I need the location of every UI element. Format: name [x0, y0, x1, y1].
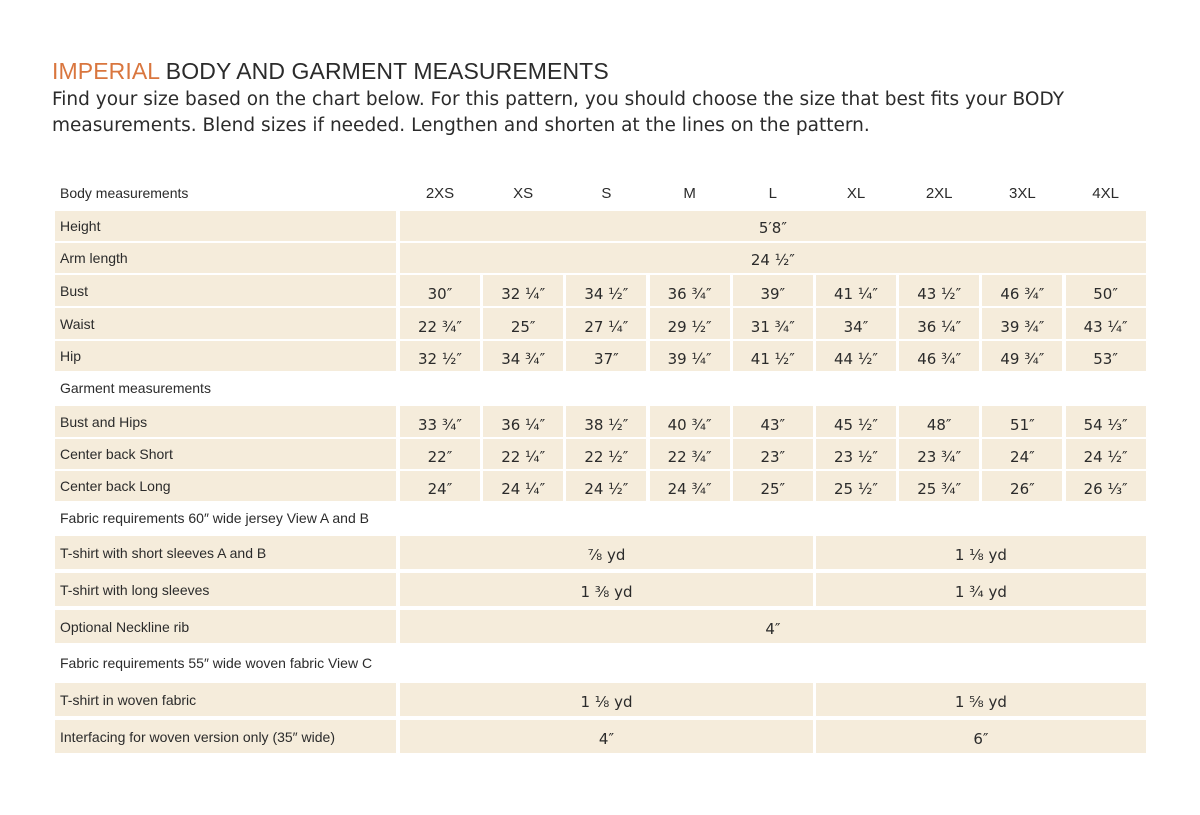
measurement-cell: 50″	[1066, 275, 1146, 306]
measurement-cell: 44 ½″	[816, 341, 896, 371]
size-header-m: M	[683, 184, 696, 202]
measurement-cell: 41 ½″	[733, 341, 813, 371]
group-value-large: 1 ⅛ yd	[816, 536, 1146, 569]
measurement-cell: 23″	[733, 439, 813, 469]
measurement-cell: 49 ¾″	[982, 341, 1062, 371]
measurement-cell: 23 ¾″	[899, 439, 979, 469]
row-label: Center back Short	[55, 439, 396, 469]
measurement-cell: 25 ¾″	[899, 471, 979, 501]
spanned-value: 24 ½″	[400, 243, 1146, 273]
measurement-cell: 24 ¼″	[483, 471, 563, 501]
measurement-cell: 38 ½″	[566, 406, 646, 437]
measurement-cell: 34″	[816, 308, 896, 339]
measurement-cell: 25″	[483, 308, 563, 339]
measurement-cell: 24″	[400, 471, 480, 501]
group-value-small: 1 ⅛ yd	[400, 683, 813, 716]
measurement-cell: 41 ¼″	[816, 275, 896, 306]
row-label: Bust	[55, 275, 396, 306]
group-value-large: 1 ⅝ yd	[816, 683, 1146, 716]
measurement-cell: 22 ½″	[566, 439, 646, 469]
size-header-s: S	[601, 184, 612, 202]
section-heading: Garment measurements	[60, 380, 211, 396]
measurement-cell: 45 ½″	[816, 406, 896, 437]
measurement-cell: 48″	[899, 406, 979, 437]
measurement-cell: 25 ½″	[816, 471, 896, 501]
measurement-cell: 39 ¼″	[650, 341, 730, 371]
measurement-cell: 53″	[1066, 341, 1146, 371]
measurement-cell: 34 ¾″	[483, 341, 563, 371]
group-value-small: ⅞ yd	[400, 536, 813, 569]
spanned-value: 5′8″	[400, 211, 1146, 241]
measurement-cell: 26″	[982, 471, 1062, 501]
measurement-cell: 34 ½″	[566, 275, 646, 306]
measurement-cell: 22″	[400, 439, 480, 469]
measurement-cell: 22 ¼″	[483, 439, 563, 469]
group-value-large: 6″	[816, 720, 1146, 753]
measurement-cell: 39″	[733, 275, 813, 306]
size-header-2xs: 2XS	[425, 184, 455, 202]
row-label: Arm length	[55, 243, 396, 273]
section-heading: Fabric requirements 55″ wide woven fabric View C	[60, 654, 373, 671]
row-label: T-shirt in woven fabric	[55, 683, 396, 716]
measurement-cell: 24″	[982, 439, 1062, 469]
row-label: T-shirt with long sleeves	[55, 573, 396, 606]
measurement-cell: 24 ½″	[566, 471, 646, 501]
measurement-cell: 32 ¼″	[483, 275, 563, 306]
size-header-4xl: 4XL	[1092, 184, 1119, 202]
spanned-value: 4″	[400, 610, 1146, 643]
measurement-cell: 51″	[982, 406, 1062, 437]
measurement-cell: 30″	[400, 275, 480, 306]
measurement-cell: 36 ¼″	[899, 308, 979, 339]
measurement-cell: 54 ⅓″	[1066, 406, 1146, 437]
group-value-large: 1 ¾ yd	[816, 573, 1146, 606]
intro-text: Find your size based on the chart below. For this pattern, you should choose the size that best fits your BODY measurements. Blend sizes if needed. Lengthen and shorten at the lines on the pattern.	[52, 89, 1064, 136]
measurement-cell: 43″	[733, 406, 813, 437]
measurement-cell: 23 ½″	[816, 439, 896, 469]
measurement-cell: 37″	[566, 341, 646, 371]
measurement-cell: 22 ¾″	[650, 439, 730, 469]
measurement-cell: 24 ¾″	[650, 471, 730, 501]
group-value-small: 1 ⅜ yd	[400, 573, 813, 606]
measurement-cell: 46 ¾″	[982, 275, 1062, 306]
title-rest: BODY AND GARMENT MEASUREMENTS	[159, 58, 609, 84]
size-header-xs: XS	[513, 184, 534, 202]
row-label: Hip	[55, 341, 396, 371]
group-value-small: 4″	[400, 720, 813, 753]
row-label: Optional Neckline rib	[55, 610, 396, 643]
row-label: T-shirt with short sleeves A and B	[55, 536, 396, 569]
measurement-cell: 29 ½″	[650, 308, 730, 339]
measurement-cell: 24 ½″	[1066, 439, 1146, 469]
row-label: Center back Long	[55, 471, 396, 501]
title-accent: IMPERIAL	[52, 58, 160, 84]
header-label: Body measurements	[60, 185, 189, 201]
measurement-cell: 46 ¾″	[899, 341, 979, 371]
measurement-cell: 33 ¾″	[400, 406, 480, 437]
measurement-cell: 26 ⅓″	[1066, 471, 1146, 501]
row-label: Waist	[55, 308, 396, 339]
measurement-cell: 31 ¾″	[733, 308, 813, 339]
measurement-cell: 40 ¾″	[650, 406, 730, 437]
row-label: Height	[55, 211, 396, 241]
measurement-cell: 25″	[733, 471, 813, 501]
size-header-3xl: 3XL	[1009, 184, 1036, 202]
size-header-2xl: 2XL	[925, 184, 953, 202]
measurement-cell: 22 ¾″	[400, 308, 480, 339]
measurement-cell: 36 ¾″	[650, 275, 730, 306]
measurement-table	[55, 0, 1145, 815]
size-header-l: L	[768, 184, 777, 202]
measurement-cell: 39 ¾″	[982, 308, 1062, 339]
row-label: Bust and Hips	[55, 406, 396, 437]
section-heading: Fabric requirements 60″ wide jersey View A and B	[60, 510, 369, 526]
measurement-cell: 32 ½″	[400, 341, 480, 371]
size-header-xl: XL	[846, 184, 866, 202]
row-label: Interfacing for woven version only (35″ wide)	[55, 720, 396, 753]
measurement-cell: 43 ¼″	[1066, 308, 1146, 339]
measurement-cell: 36 ¼″	[483, 406, 563, 437]
measurement-cell: 27 ¼″	[566, 308, 646, 339]
measurement-cell: 43 ½″	[899, 275, 979, 306]
